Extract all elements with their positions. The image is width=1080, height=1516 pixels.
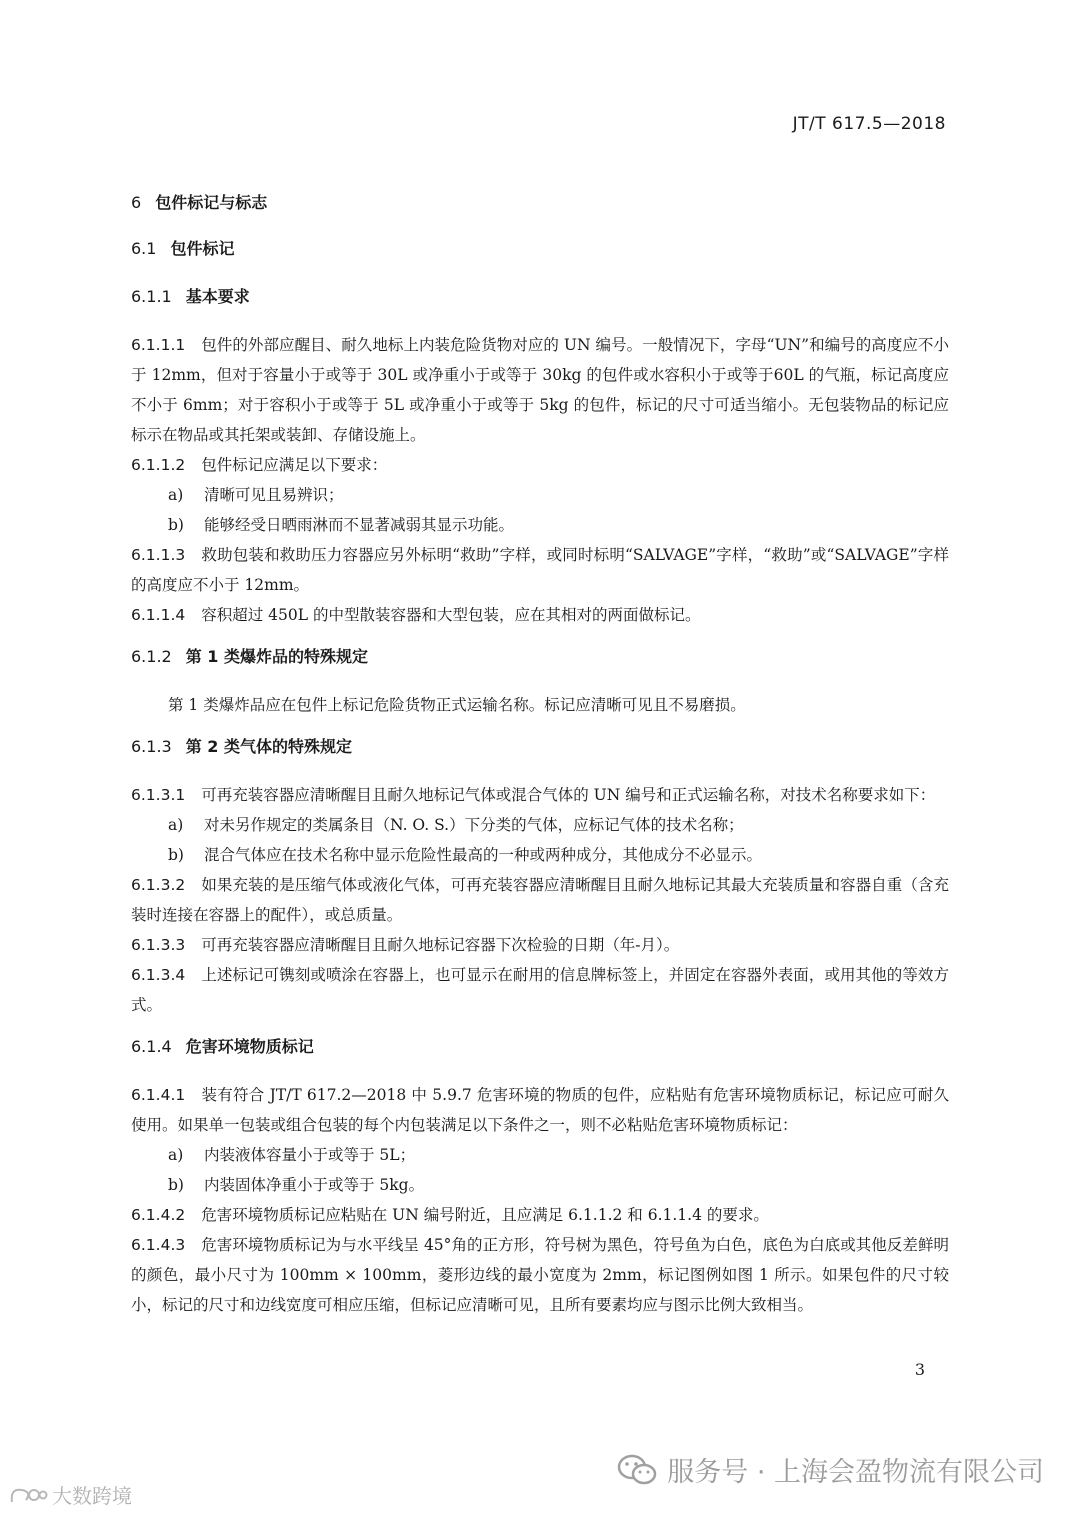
- list-label: a): [168, 1146, 184, 1164]
- list-text: 内装固体净重小于或等于 5kg。: [204, 1176, 425, 1194]
- clause-number: 6.1.1.3: [131, 546, 186, 564]
- list-text: 内装液体容量小于或等于 5L；: [204, 1146, 416, 1164]
- clause-number: 6.1.3.3: [131, 936, 186, 954]
- section-number: 6.1: [131, 239, 157, 258]
- brand-watermark: [8, 1480, 132, 1509]
- section-title: 包件标记与标志: [155, 193, 268, 212]
- list-text: 能够经受日晒雨淋而不显著减弱其显示功能。: [204, 516, 515, 534]
- service-watermark-text: 服务号 · 上海会盈物流有限公司: [667, 1457, 1044, 1488]
- clause-text: 危害环境物质标记应粘贴在 UN 编号附近，且应满足 6.1.1.2 和 6.1.1.4 的要求。: [201, 1206, 769, 1224]
- clause-number: 6.1.3.2: [131, 876, 186, 894]
- section-6-1-4-heading: [131, 1032, 949, 1062]
- clause-text: 容积超过 450L 的中型散装容器和大型包装，应在其相对的两面做标记。: [201, 606, 701, 624]
- section-number: 6: [131, 193, 142, 212]
- clause-6-1-3-2: [131, 870, 949, 930]
- section-title: 基本要求: [185, 287, 250, 306]
- clause-6-1-1-2: [131, 450, 949, 480]
- clause-6-1-3-4: [131, 960, 949, 1020]
- wechat-icon: [617, 1453, 657, 1487]
- service-watermark: [617, 1450, 1044, 1489]
- clause-number: 6.1.1.2: [131, 456, 186, 474]
- section-6-1-1-heading: [131, 282, 949, 312]
- list-item: [131, 1170, 949, 1200]
- section-6-1-2-heading: [131, 642, 949, 672]
- section-6-heading: [131, 188, 949, 218]
- list-item: [131, 480, 949, 510]
- list-item: [131, 810, 949, 840]
- section-6-1-heading: [131, 234, 949, 264]
- section-6-1-3-heading: [131, 732, 949, 762]
- clause-text: 救助包装和救助压力容器应另外标明“救助”字样，或同时标明“SALVAGE”字样，“救助”或“SALVAGE”字样的高度应不小于 12mm。: [131, 546, 949, 594]
- list-label: b): [168, 1176, 184, 1194]
- list-label: b): [168, 516, 184, 534]
- document-body: [131, 188, 949, 1320]
- clause-6-1-3-3: [131, 930, 949, 960]
- section-number: 6.1.4: [131, 1037, 172, 1056]
- list-item: [131, 840, 949, 870]
- page-number: 3: [914, 1360, 925, 1379]
- clause-text: 包件标记应满足以下要求：: [201, 456, 388, 474]
- clause-6-1-1-4: [131, 600, 949, 630]
- clause-number: 6.1.1.1: [131, 336, 186, 354]
- brand-watermark-text: 大数跨境: [52, 1484, 132, 1508]
- clause-text: 危害环境物质标记为与水平线呈 45°角的正方形，符号树为黑色，符号鱼为白色，底色为白底或其他反差鲜明的颜色，最小尺寸为 100mm × 100mm，菱形边线的最小宽度为 2mm，标记图例如图 1 所示。如果包件的尺寸较小，标记的尺寸和边线宽度可相应压缩，但标记应清晰可见，且所有要素均应与图示比例大致相当。: [131, 1236, 949, 1314]
- list-text: 混合气体应在技术名称中显示危险性最高的一种或两种成分，其他成分不必显示。: [204, 846, 763, 864]
- clause-number: 6.1.3.1: [131, 786, 186, 804]
- section-number: 6.1.2: [131, 647, 172, 666]
- clause-6-1-4-1: [131, 1080, 949, 1140]
- clause-6-1-4-2: [131, 1200, 949, 1230]
- section-number: 6.1.3: [131, 737, 172, 756]
- section-title: 包件标记: [170, 239, 235, 258]
- clause-text: 如果充装的是压缩气体或液化气体，可再充装容器应清晰醒目且耐久地标记其最大充装质量和容器自重（含充装时连接在容器上的配件），或总质量。: [131, 876, 949, 924]
- list-text: 清晰可见且易辨识；: [204, 486, 344, 504]
- clause-6-1-1-3: [131, 540, 949, 600]
- clause-text: 包件的外部应醒目、耐久地标上内装危险货物对应的 UN 编号。一般情况下，字母“UN”和编号的高度应不小于 12mm，但对于容量小于或等于 30L 或净重小于或等于 30kg 的包件或水容积小于或等于60L 的气瓶，标记高度应不小于 6mm；对于容积小于或等于 5L 或净重小于或等于 5kg 的包件，标记的尺寸可适当缩小。无包装物品的标记应标示在物品或其托架或装卸、存储设施上。: [131, 336, 949, 444]
- section-title: 第 2 类气体的特殊规定: [185, 737, 352, 756]
- clause-number: 6.1.4.3: [131, 1236, 186, 1254]
- list-label: b): [168, 846, 184, 864]
- clause-text: 装有符合 JT/T 617.2—2018 中 5.9.7 危害环境的物质的包件，应粘贴有危害环境物质标记，标记应可耐久使用。如果单一包装或组合包装的每个内包装满足以下条件之一，则不必粘贴危害环境物质标记：: [131, 1086, 949, 1134]
- list-item: [131, 1140, 949, 1170]
- standard-code: JT/T 617.5—2018: [792, 114, 946, 134]
- list-label: a): [168, 486, 184, 504]
- clause-6-1-4-3: [131, 1230, 949, 1320]
- list-item: [131, 510, 949, 540]
- clause-text: 可再充装容器应清晰醒目且耐久地标记气体或混合气体的 UN 编号和正式运输名称，对技术名称要求如下：: [201, 786, 936, 804]
- list-text: 对未另作规定的类属条目（N. O. S.）下分类的气体，应标记气体的技术名称；: [204, 816, 744, 834]
- clause-6-1-2-text: 第 1 类爆炸品应在包件上标记危险货物正式运输名称。标记应清晰可见且不易磨损。: [168, 696, 746, 714]
- section-title: 第 1 类爆炸品的特殊规定: [185, 647, 368, 666]
- clause-text: 可再充装容器应清晰醒目且耐久地标记容器下次检验的日期（年-月）。: [201, 936, 680, 954]
- clause-number: 6.1.3.4: [131, 966, 186, 984]
- brand-logo-icon: [8, 1484, 48, 1506]
- clause-number: 6.1.4.2: [131, 1206, 186, 1224]
- clause-6-1-3-1: [131, 780, 949, 810]
- clause-6-1-1-1: [131, 330, 949, 450]
- section-number: 6.1.1: [131, 287, 172, 306]
- clause-text: 上述标记可镌刻或喷涂在容器上，也可显示在耐用的信息牌标签上，并固定在容器外表面，或用其他的等效方式。: [131, 966, 949, 1014]
- clause-number: 6.1.1.4: [131, 606, 186, 624]
- list-label: a): [168, 816, 184, 834]
- section-title: 危害环境物质标记: [185, 1037, 314, 1056]
- clause-number: 6.1.4.1: [131, 1086, 186, 1104]
